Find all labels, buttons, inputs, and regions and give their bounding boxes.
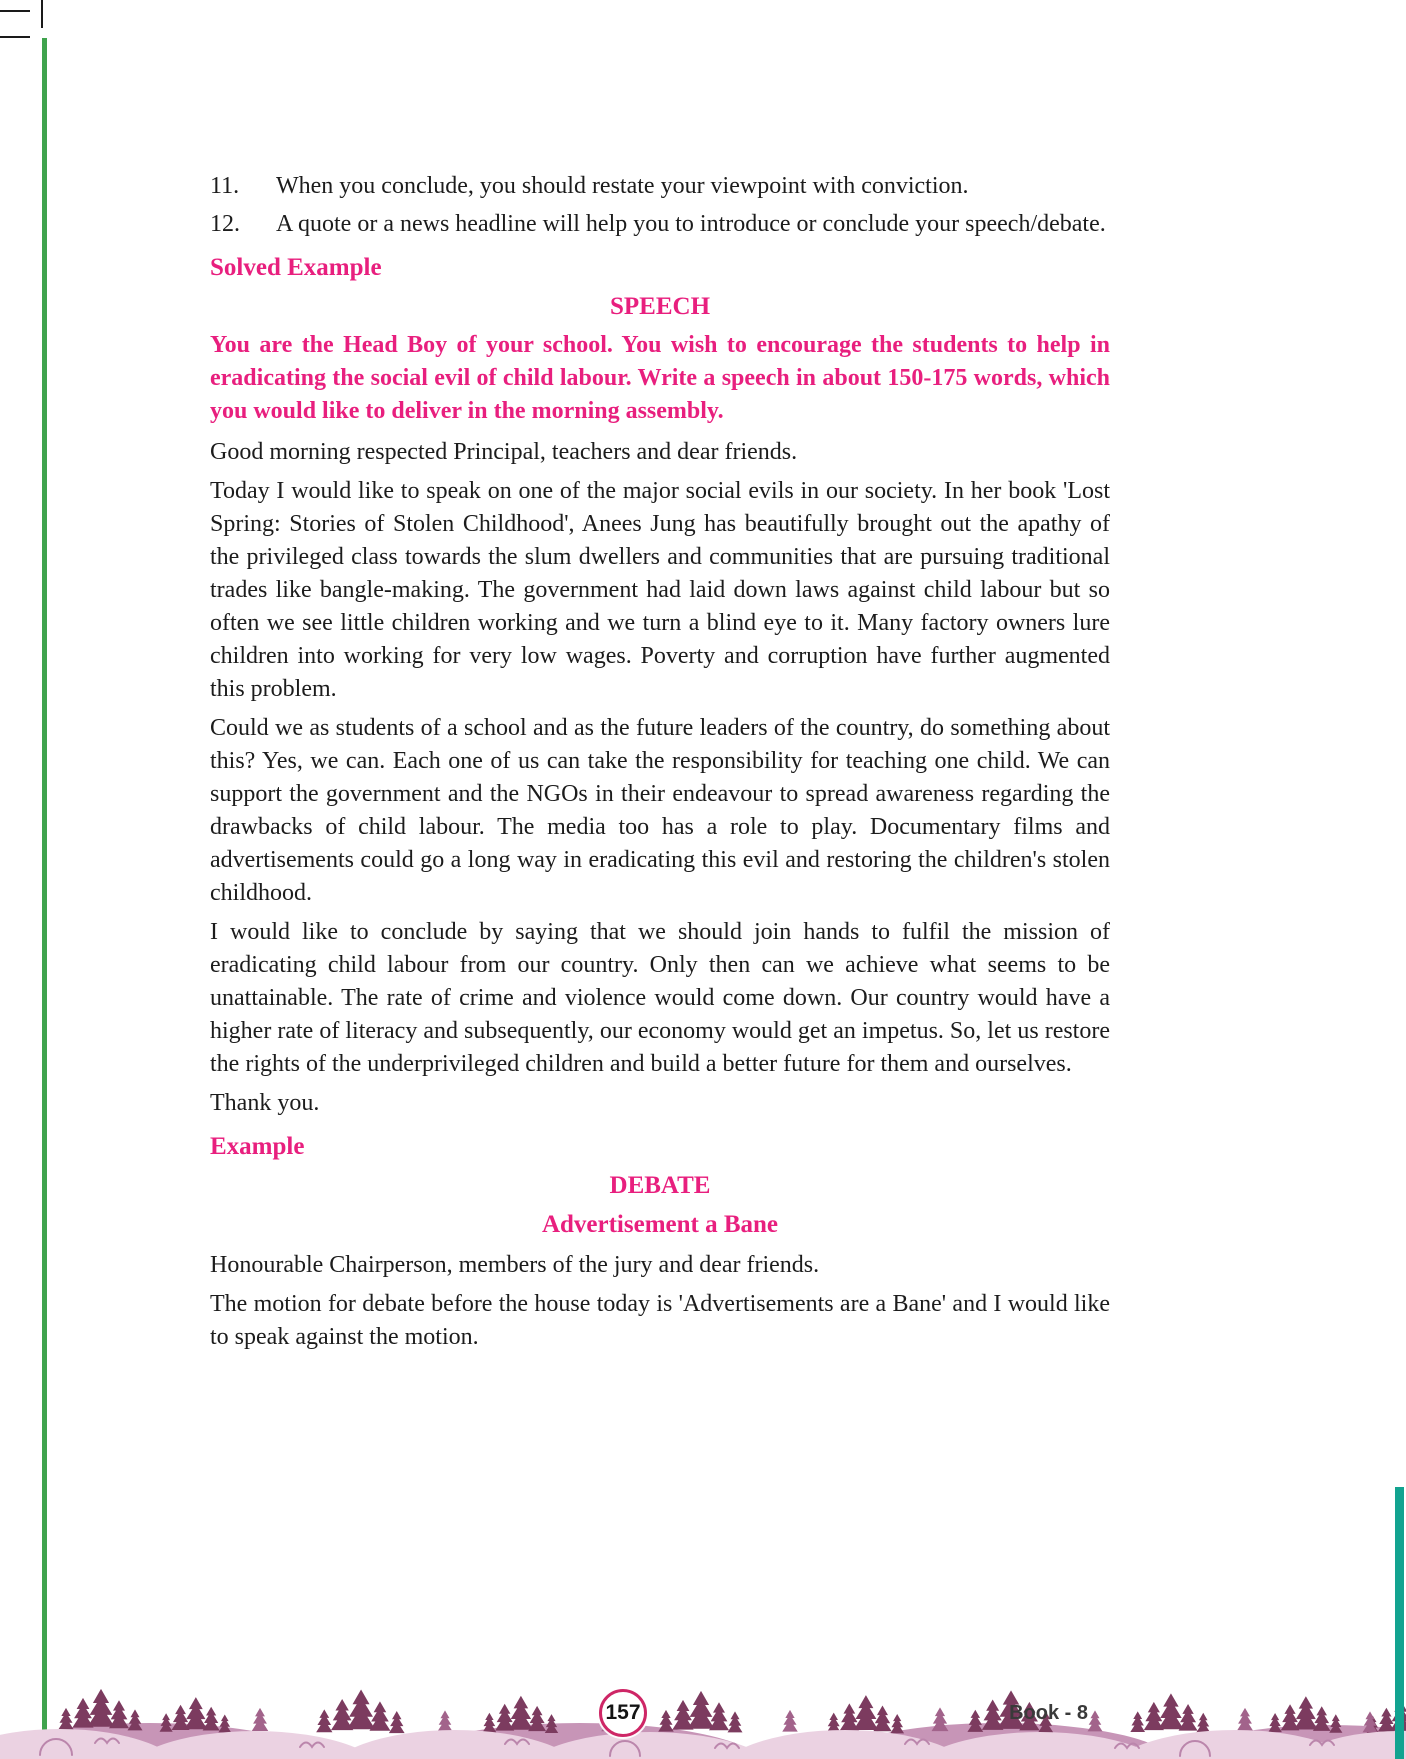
speech-title: SPEECH	[609, 293, 711, 320]
tip-item-12	[210, 208, 1110, 241]
speech-paragraph: Good morning respected Principal, teachers and dear friends.	[210, 439, 798, 465]
page-number-badge	[599, 1689, 647, 1737]
page-content	[210, 0, 1110, 1360]
debate-subtitle: Advertisement a Bane	[541, 1211, 779, 1238]
debate-title: DEBATE	[609, 1172, 711, 1199]
page-number: 157	[605, 1701, 641, 1724]
tip-number: 11.	[210, 173, 240, 199]
debate-paragraph: The motion for debate before the house today is 'Advertisements are a Bane' and I would like to speak against the motion.	[210, 1291, 1110, 1350]
solved-example-heading: Solved Example	[210, 254, 382, 281]
footer-illustration	[0, 1679, 1406, 1759]
crop-mark	[0, 10, 30, 12]
right-edge-bar	[1395, 1487, 1404, 1759]
speech-closing: Thank you.	[210, 1090, 320, 1116]
tip-text: When you conclude, you should restate your viewpoint with conviction.	[276, 173, 969, 199]
speech-paragraph: I would like to conclude by saying that we should join hands to fulfil the mission of eradicating child labour from our country. Only then can we achieve what seems to be unattainable. The rate of crime and violence would come down. Our country would have a higher rate of literacy and subsequently, our economy would get an impetus. So, let us restore the rights of the underprivileged children and build a better future for them and ourselves.	[210, 919, 1110, 1077]
speech-prompt: You are the Head Boy of your school. You wish to encourage the students to help in eradicating the social evil of child labour. Write a speech in about 150-175 words, which you would like to deliver in the morning assembly.	[210, 332, 1110, 424]
forest-landscape-graphic	[0, 1679, 1406, 1759]
tip-number: 12.	[210, 211, 240, 237]
tip-text: A quote or a news headline will help you to introduce or conclude your speech/debate.	[276, 211, 1106, 237]
speech-paragraph: Today I would like to speak on one of the major social evils in our society. In her book 'Lost Spring: Stories of Stolen Childhood', Anees Jung has beautifully brought out the apathy of the privileged class towards the slum dwellers and communities that are pursuing traditional trades like bangle-making. The government had laid down laws against child labour but so often we see little children working and we turn a blind eye to it. Many factory owners lure children into working for very low wages. Poverty and corruption have further augmented this problem.	[210, 478, 1110, 702]
left-margin-rule	[42, 38, 47, 1759]
debate-paragraph: Honourable Chairperson, members of the jury and dear friends.	[210, 1252, 820, 1278]
crop-mark	[41, 0, 43, 28]
example-heading: Example	[210, 1133, 305, 1160]
speech-paragraph: Could we as students of a school and as the future leaders of the country, do something about this? Yes, we can. Each one of us can take the responsibility for teaching one child. We can support the government and the NGOs in their endeavour to spread awareness regarding the drawbacks of child labour. The media too has a role to play. Documentary films and advertisements could go a long way in eradicating this evil and restoring the children's stolen childhood.	[210, 715, 1110, 906]
tip-item-11	[210, 170, 1110, 203]
crop-mark	[0, 36, 30, 38]
book-label: Book - 8	[1009, 1702, 1088, 1724]
